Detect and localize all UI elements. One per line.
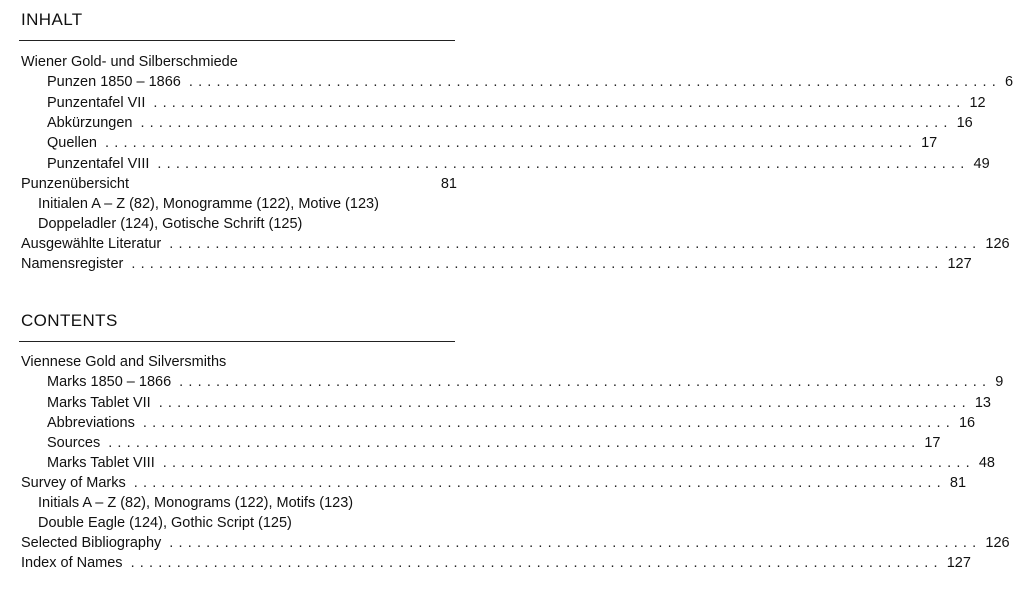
toc-entry-page: 126 [985, 236, 1010, 252]
leader-dots: ........................................................................................ [108, 435, 921, 451]
toc-entry-en-2[interactable] [47, 393, 991, 413]
toc-entry-label: Quellen [47, 135, 97, 151]
leader-dots: ........................................................................................ [130, 555, 943, 571]
toc-entry-label: Index of Names [21, 555, 123, 571]
leader-dots: ........................................................................................ [158, 395, 971, 411]
toc-entry-page: 16 [958, 415, 976, 431]
toc-entry-en-survey[interactable] [21, 473, 967, 493]
toc-entry-page: 12 [969, 95, 986, 111]
leader-dots: ........................................................................................ [169, 535, 982, 551]
leader-dots: ........................................................................................ [157, 156, 970, 172]
toc-entry-en-3[interactable] [47, 413, 976, 433]
toc-entry-label: Sources [47, 435, 101, 451]
toc-entry-page: 48 [978, 455, 995, 471]
toc-entry-en-index[interactable] [21, 553, 971, 573]
toc-entry-page: 17 [921, 135, 938, 151]
section-title-en: Viennese Gold and Silversmiths [21, 354, 227, 370]
leader-dots: ........................................................................................ [179, 374, 992, 390]
survey-subentries-de-1: Initialen A – Z (82), Monogramme (122), Motive (123) [38, 196, 379, 212]
toc-entry-page: 81 [440, 176, 457, 192]
survey-subentries-en-2: Double Eagle (124), Gothic Script (125) [38, 515, 292, 531]
toc-entry-label: Punzenübersicht [21, 176, 130, 192]
toc-entry-label: Selected Bibliography [21, 535, 162, 551]
leader-dots: ........................................................................................ [153, 95, 966, 111]
toc-entry-label: Survey of Marks [21, 475, 126, 491]
leader-dots: ........................................................................................ [140, 115, 953, 131]
leader-dots: ........................................................................................ [169, 236, 982, 252]
toc-entry-label: Marks 1850 – 1866 [47, 374, 172, 390]
section-title-de: Wiener Gold- und Silberschmiede [21, 54, 238, 70]
heading-divider-inhalt [19, 40, 455, 41]
toc-entry-de-1[interactable] [47, 72, 1013, 92]
toc-entry-page: 13 [974, 395, 991, 411]
toc-entry-label: Punzentafel VII [47, 95, 146, 111]
toc-entry-de-bibliography[interactable] [21, 234, 1010, 254]
toc-entry-en-1[interactable] [47, 372, 1004, 392]
leader-dots: ........................................................................................ [104, 135, 918, 151]
leader-dots: ........................................................................................ [131, 256, 944, 272]
toc-entry-de-3[interactable] [47, 113, 973, 133]
toc-entry-page: 81 [949, 475, 967, 491]
toc-entry-de-survey[interactable] [21, 174, 457, 194]
heading-contents: CONTENTS [21, 311, 118, 330]
survey-subentries-en-1: Initials A – Z (82), Monograms (122), Motifs (123) [38, 495, 354, 511]
toc-entry-page: 49 [973, 156, 990, 172]
toc-entry-en-5[interactable] [47, 453, 995, 473]
leader-dots: ........................................................................................ [188, 74, 1001, 90]
toc-entry-en-4[interactable] [47, 433, 941, 453]
toc-entry-page: 17 [924, 435, 941, 451]
toc-entry-page: 16 [956, 115, 973, 131]
toc-entry-page: 9 [995, 374, 1004, 390]
toc-entry-label: Namensregister [21, 256, 124, 272]
toc-entry-de-4[interactable] [47, 133, 938, 153]
toc-entry-label: Punzentafel VIII [47, 156, 150, 172]
toc-entry-de-2[interactable] [47, 93, 986, 113]
toc-entry-page: 127 [946, 555, 971, 571]
toc-entry-page: 6 [1004, 74, 1013, 90]
leader-dots: ........................................................................................ [133, 475, 946, 491]
survey-subentries-de-2: Doppeladler (124), Gotische Schrift (125) [38, 216, 303, 232]
heading-inhalt: INHALT [21, 10, 83, 29]
toc-entry-label: Abbreviations [47, 415, 135, 431]
toc-entry-page: 126 [985, 535, 1010, 551]
toc-entry-label: Punzen 1850 – 1866 [47, 74, 181, 90]
toc-entry-page: 127 [947, 256, 972, 272]
toc-entry-label: Ausgewählte Literatur [21, 236, 162, 252]
leader-dots: ........................................................................................ [162, 455, 975, 471]
toc-entry-de-index[interactable] [21, 254, 972, 274]
toc-entry-label: Marks Tablet VIII [47, 455, 155, 471]
toc-entry-de-5[interactable] [47, 154, 990, 174]
toc-entry-en-bibliography[interactable] [21, 533, 1010, 553]
heading-divider-contents [19, 341, 455, 342]
toc-entry-label: Marks Tablet VII [47, 395, 151, 411]
toc-entry-label: Abkürzungen [47, 115, 133, 131]
leader-dots: ........................................................................................ [142, 415, 955, 431]
